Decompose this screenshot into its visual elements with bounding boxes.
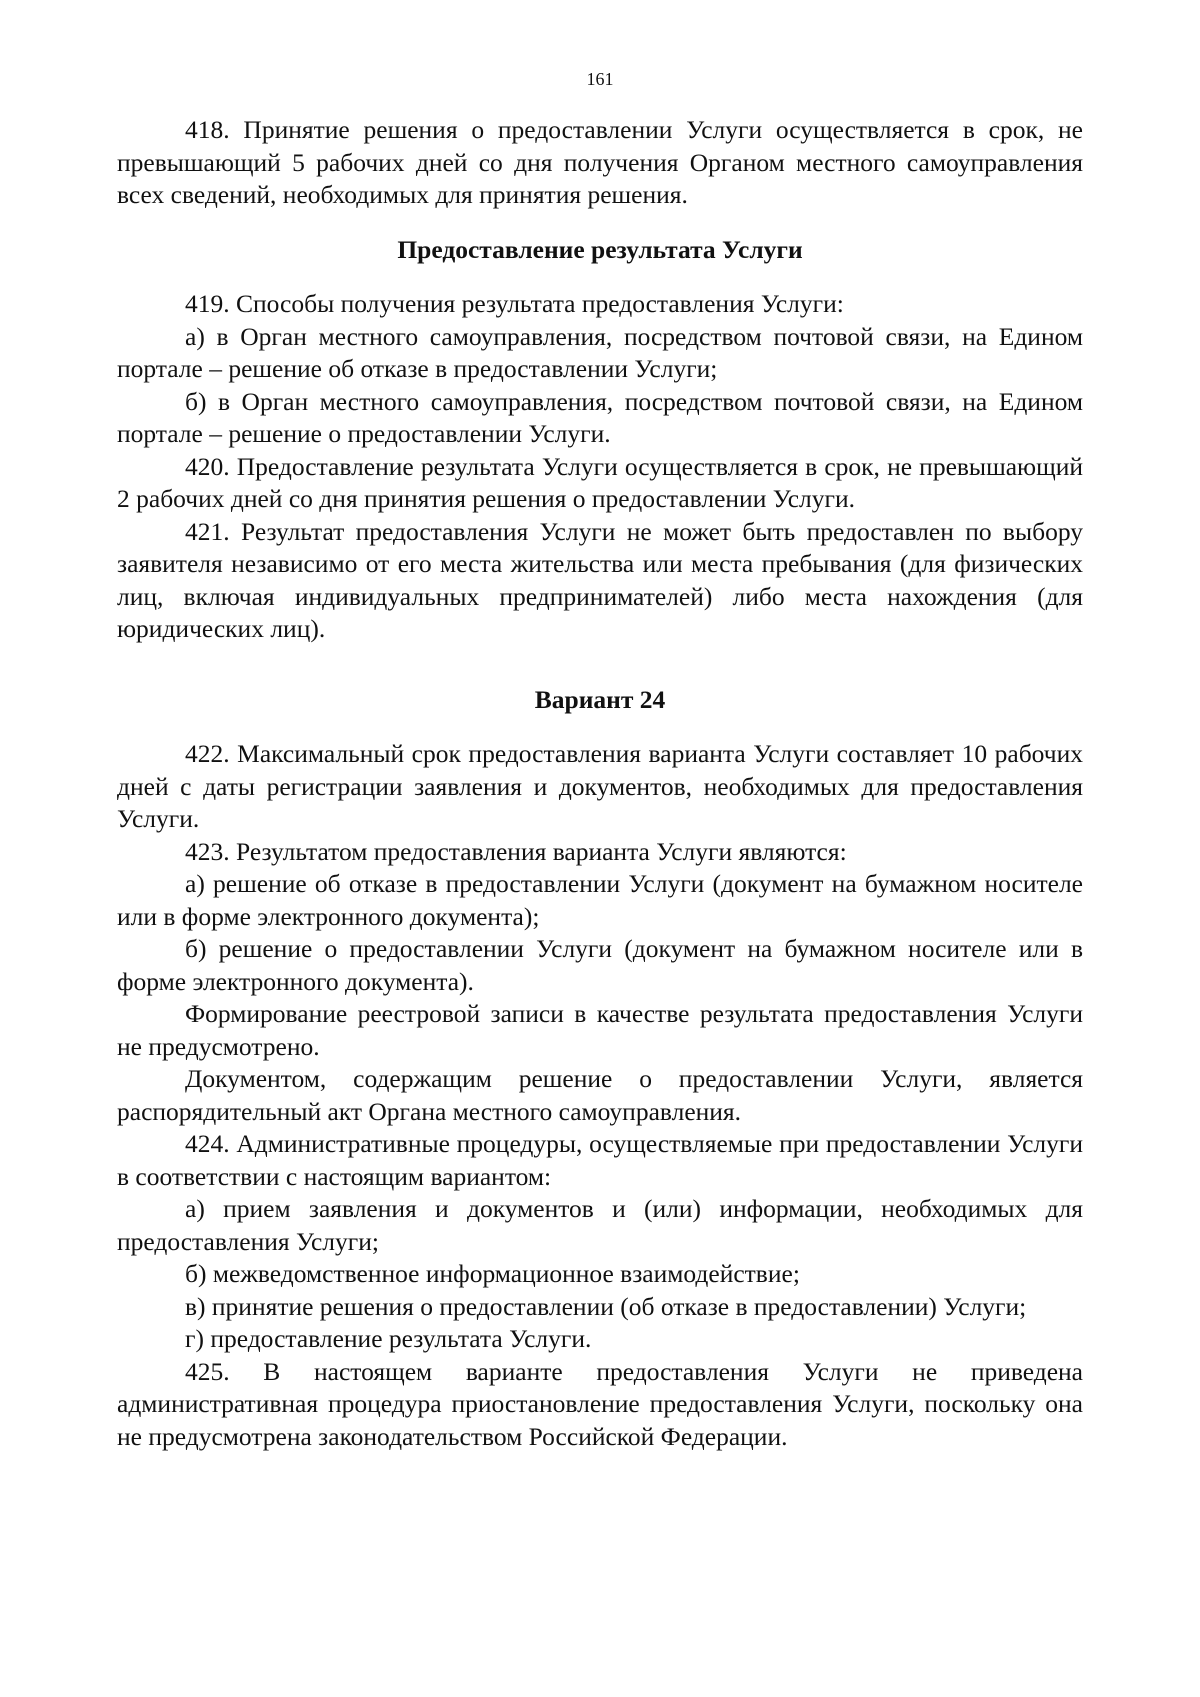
paragraph-423-a: а) решение об отказе в предоставлении Услуги (документ на бумажном носителе или в форме электронного документа);: [117, 869, 1083, 931]
page-number: 161: [586, 69, 614, 89]
paragraph-document-note: Документом, содержащим решение о предоставлении Услуги, является распорядительный акт Органа местного самоуправления.: [117, 1064, 1083, 1126]
paragraph-424-a: а) прием заявления и документов и (или) информации, необходимых для предоставления Услуги;: [117, 1194, 1083, 1256]
paragraph-425: 425. В настоящем варианте предоставления Услуги не приведена административная процедура приостановление предоставления Услуги, поскольку она не предусмотрена законодательством Российской Федерации.: [117, 1356, 1083, 1451]
paragraph-424: 424. Административные процедуры, осуществляемые при предоставлении Услуги в соответствии с настоящим вариантом:: [117, 1129, 1083, 1191]
paragraph-419-b: б) в Орган местного самоуправления, посредством почтовой связи, на Едином портале – решение о предоставлении Услуги.: [117, 386, 1083, 448]
paragraph-424-v: в) принятие решения о предоставлении (об отказе в предоставлении) Услуги;: [185, 1291, 1027, 1321]
paragraph-419: 419. Способы получения результата предоставления Услуги:: [185, 289, 844, 318]
section-heading-result: Предоставление результата Услуги: [397, 234, 803, 264]
section-heading-variant: Вариант 24: [534, 684, 666, 714]
document-body: [117, 114, 1083, 1453]
paragraph-419-a: а) в Орган местного самоуправления, посредством почтовой связи, на Едином портале – решение об отказе в предоставлении Услуги;: [117, 321, 1083, 383]
paragraph-424-b: б) межведомственное информационное взаимодействие;: [185, 1259, 800, 1288]
paragraph-422: 422. Максимальный срок предоставления варианта Услуги составляет 10 рабочих дней с даты регистрации заявления и документов, необходимых для предоставления Услуги.: [117, 739, 1083, 833]
paragraph-424-g: г) предоставление результата Услуги.: [185, 1324, 592, 1353]
paragraph-registry-note: Формирование реестровой записи в качестве результата предоставления Услуги не предусмотрено.: [117, 999, 1083, 1061]
paragraph-421: 421. Результат предоставления Услуги не может быть предоставлен по выбору заявителя независимо от его места жительства или места пребывания (для физических лиц, включая индивидуальных предпринимателей) либо места нахождения (для юридических лиц).: [117, 516, 1083, 643]
paragraph-423: 423. Результатом предоставления варианта Услуги являются:: [185, 836, 847, 866]
paragraph-418: 418. Принятие решения о предоставлении Услуги осуществляется в срок, не превышающий 5 рабочих дней со дня получения Органом местного самоуправления всех сведений, необходимых для принятия решения.: [117, 115, 1083, 209]
paragraph-423-b: б) решение о предоставлении Услуги (документ на бумажном носителе или в форме электронного документа).: [117, 934, 1083, 996]
paragraph-420: 420. Предоставление результата Услуги осуществляется в срок, не превышающий 2 рабочих дней со дня принятия решения о предоставлении Услуги.: [117, 451, 1083, 513]
